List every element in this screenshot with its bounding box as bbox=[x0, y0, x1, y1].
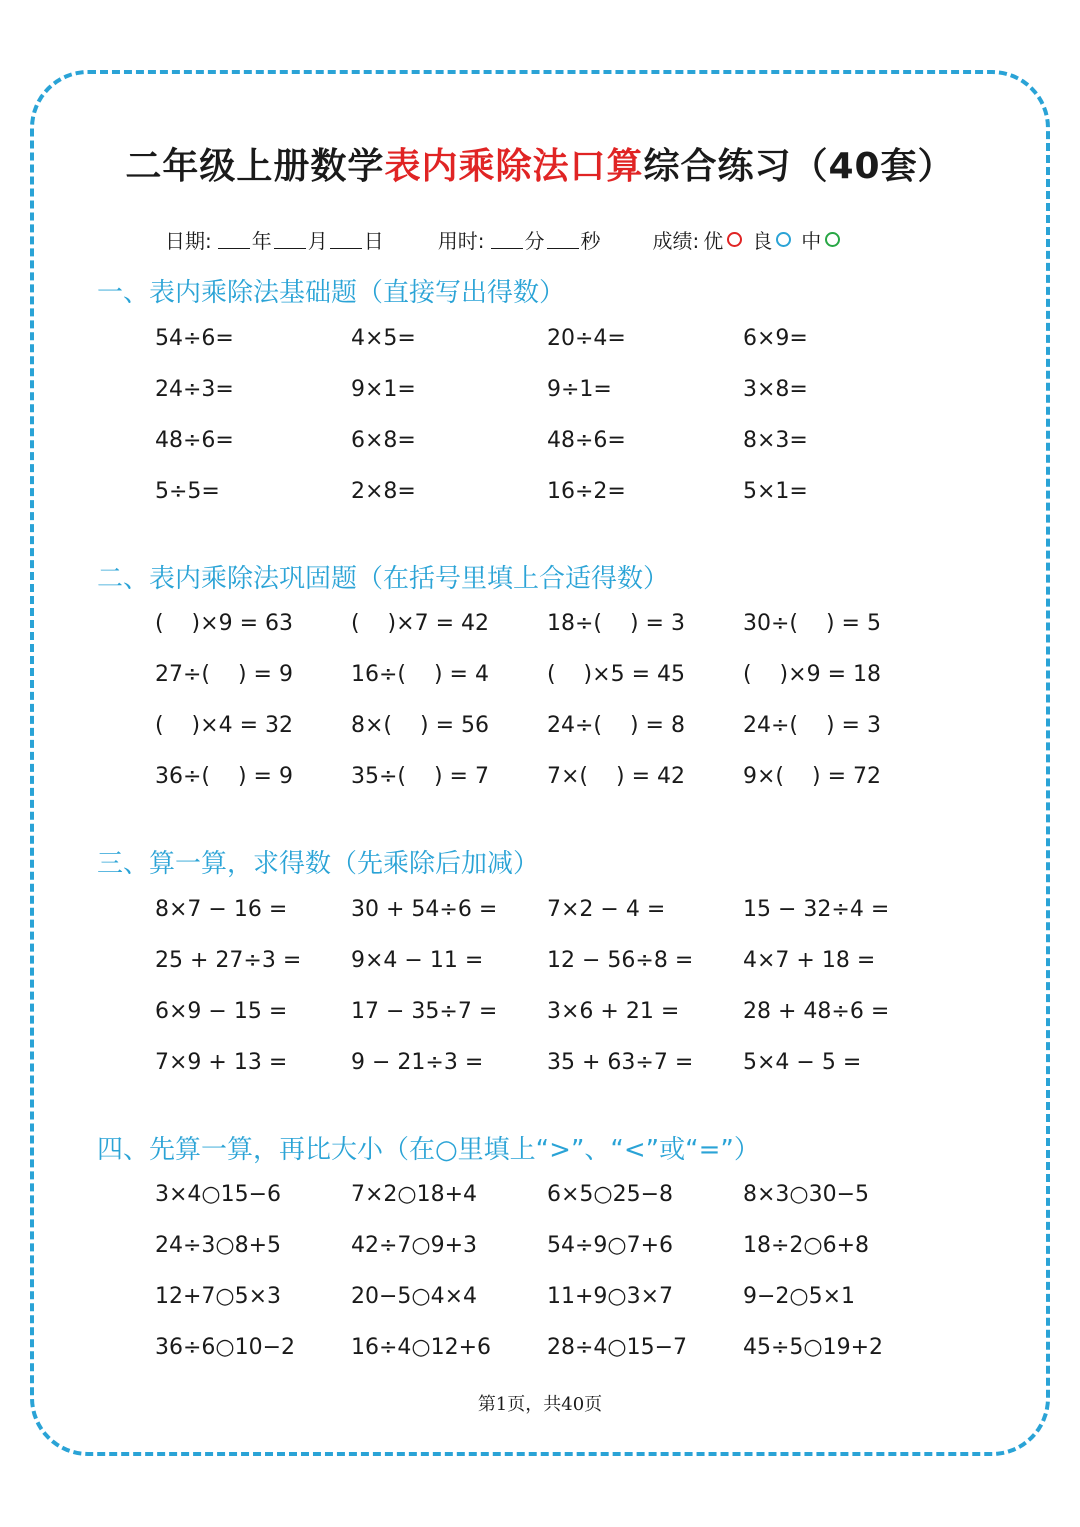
section-1-grid bbox=[155, 324, 955, 528]
grade-fair-circle-icon bbox=[825, 232, 840, 247]
year-label: 年 bbox=[251, 228, 272, 253]
year-blank bbox=[218, 230, 250, 249]
problem: 12+7○5×3 bbox=[155, 1284, 282, 1309]
problem: 36÷( ) = 9 bbox=[155, 764, 293, 789]
problem: 9×4 − 11 = bbox=[351, 948, 484, 973]
problem: 7×2○18+4 bbox=[351, 1182, 478, 1207]
problem: 12 − 56÷8 = bbox=[547, 948, 694, 973]
problem: 48÷6= bbox=[547, 428, 626, 453]
grade-fair-label: 中 bbox=[801, 228, 822, 253]
problem: 25 + 27÷3 = bbox=[155, 948, 302, 973]
section-3-grid bbox=[155, 895, 955, 1099]
problem: ( )×9 = 18 bbox=[743, 662, 881, 687]
problem: 7×( ) = 42 bbox=[547, 764, 685, 789]
problem: 9 − 21÷3 = bbox=[351, 1050, 484, 1075]
problem: 8×3= bbox=[743, 428, 808, 453]
problem: ( )×9 = 63 bbox=[155, 611, 293, 636]
problem-row bbox=[155, 762, 955, 813]
problem: 42÷7○9+3 bbox=[351, 1233, 478, 1258]
problem: 11+9○3×7 bbox=[547, 1284, 674, 1309]
problem: 24÷3= bbox=[155, 377, 234, 402]
problem-row bbox=[155, 426, 955, 477]
section-1-title: 一、表内乘除法基础题（直接写出得数） bbox=[97, 278, 566, 308]
problem: 28÷4○15−7 bbox=[547, 1335, 688, 1360]
problem: 28 + 48÷6 = bbox=[743, 999, 890, 1024]
title-highlight: 表内乘除法口算 bbox=[384, 146, 644, 187]
problem: 17 − 35÷7 = bbox=[351, 999, 498, 1024]
problem-row bbox=[155, 609, 955, 660]
date-label: 日期: bbox=[165, 228, 212, 253]
problem: 16÷( ) = 4 bbox=[351, 662, 489, 687]
second-label: 秒 bbox=[580, 228, 601, 253]
problem: 20−5○4×4 bbox=[351, 1284, 478, 1309]
grade-excellent-circle-icon bbox=[727, 232, 742, 247]
problem: 8×7 − 16 = bbox=[155, 897, 288, 922]
day-blank bbox=[330, 230, 362, 249]
grade-excellent-label: 优 bbox=[703, 228, 724, 253]
problem: 6×8= bbox=[351, 428, 416, 453]
minute-label: 分 bbox=[524, 228, 545, 253]
problem: 30÷( ) = 5 bbox=[743, 611, 881, 636]
section-4-grid bbox=[155, 1180, 955, 1384]
section-3-title: 三、算一算，求得数（先乘除后加减） bbox=[97, 849, 540, 879]
problem-row bbox=[155, 1282, 955, 1333]
problem-row bbox=[155, 1180, 955, 1231]
grade-good-circle-icon bbox=[776, 232, 791, 247]
problem: 8×3○30−5 bbox=[743, 1182, 870, 1207]
score-label: 成绩: bbox=[652, 228, 700, 253]
problem: 15 − 32÷4 = bbox=[743, 897, 890, 922]
problem: 18÷2○6+8 bbox=[743, 1233, 870, 1258]
problem-row bbox=[155, 324, 955, 375]
problem: 3×8= bbox=[743, 377, 808, 402]
problem: 6×5○25−8 bbox=[547, 1182, 674, 1207]
problem: 7×2 − 4 = bbox=[547, 897, 666, 922]
problem: 24÷( ) = 8 bbox=[547, 713, 685, 738]
info-line bbox=[165, 224, 850, 254]
problem: 9−2○5×1 bbox=[743, 1284, 856, 1309]
problem: 7×9 + 13 = bbox=[155, 1050, 288, 1075]
problem-row bbox=[155, 711, 955, 762]
time-label: 用时: bbox=[437, 228, 485, 253]
problem: 30 + 54÷6 = bbox=[351, 897, 498, 922]
problem: 5×4 − 5 = bbox=[743, 1050, 862, 1075]
problem-row bbox=[155, 895, 955, 946]
problem: 48÷6= bbox=[155, 428, 234, 453]
section-4-title: 四、先算一算，再比大小（在○里填上“>”、“<”或“=”） bbox=[97, 1135, 760, 1165]
month-blank bbox=[274, 230, 306, 249]
problem: 9×( ) = 72 bbox=[743, 764, 881, 789]
page-footer: 第1页，共40页 bbox=[477, 1394, 603, 1415]
problem: 24÷3○8+5 bbox=[155, 1233, 282, 1258]
problem: 35÷( ) = 7 bbox=[351, 764, 489, 789]
day-label: 日 bbox=[363, 228, 384, 253]
problem: ( )×4 = 32 bbox=[155, 713, 293, 738]
problem: 24÷( ) = 3 bbox=[743, 713, 881, 738]
problem: 3×6 + 21 = bbox=[547, 999, 680, 1024]
problem-row bbox=[155, 375, 955, 426]
second-blank bbox=[547, 230, 579, 249]
problem: 20÷4= bbox=[547, 326, 626, 351]
problem-row bbox=[155, 1048, 955, 1099]
problem: 54÷9○7+6 bbox=[547, 1233, 674, 1258]
section-2-title: 二、表内乘除法巩固题（在括号里填上合适得数） bbox=[97, 564, 670, 594]
problem: 6×9= bbox=[743, 326, 808, 351]
problem: 45÷5○19+2 bbox=[743, 1335, 884, 1360]
grade-good-label: 良 bbox=[752, 228, 773, 253]
problem: 36÷6○10−2 bbox=[155, 1335, 296, 1360]
problem: 16÷4○12+6 bbox=[351, 1335, 492, 1360]
problem: 4×7 + 18 = bbox=[743, 948, 876, 973]
problem-row bbox=[155, 997, 955, 1048]
section-2-grid bbox=[155, 609, 955, 813]
problem: ( )×7 = 42 bbox=[351, 611, 489, 636]
title-part-1: 二年级上册数学 bbox=[125, 146, 385, 187]
problem: ( )×5 = 45 bbox=[547, 662, 685, 687]
problem: 18÷( ) = 3 bbox=[547, 611, 685, 636]
problem: 8×( ) = 56 bbox=[351, 713, 489, 738]
problem: 3×4○15−6 bbox=[155, 1182, 282, 1207]
problem: 27÷( ) = 9 bbox=[155, 662, 293, 687]
problem: 9÷1= bbox=[547, 377, 612, 402]
problem-row bbox=[155, 1333, 955, 1384]
problem: 2×8= bbox=[351, 479, 416, 504]
problem: 5×1= bbox=[743, 479, 808, 504]
problem-row bbox=[155, 477, 955, 528]
month-label: 月 bbox=[307, 228, 328, 253]
page-title bbox=[0, 138, 1080, 189]
problem: 54÷6= bbox=[155, 326, 234, 351]
problem: 4×5= bbox=[351, 326, 416, 351]
problem: 5÷5= bbox=[155, 479, 220, 504]
problem: 6×9 − 15 = bbox=[155, 999, 288, 1024]
problem: 35 + 63÷7 = bbox=[547, 1050, 694, 1075]
problem-row bbox=[155, 660, 955, 711]
problem-row bbox=[155, 946, 955, 997]
problem: 16÷2= bbox=[547, 479, 626, 504]
minute-blank bbox=[491, 230, 523, 249]
title-part-3: 综合练习（40套） bbox=[643, 146, 955, 187]
problem-row bbox=[155, 1231, 955, 1282]
problem: 9×1= bbox=[351, 377, 416, 402]
